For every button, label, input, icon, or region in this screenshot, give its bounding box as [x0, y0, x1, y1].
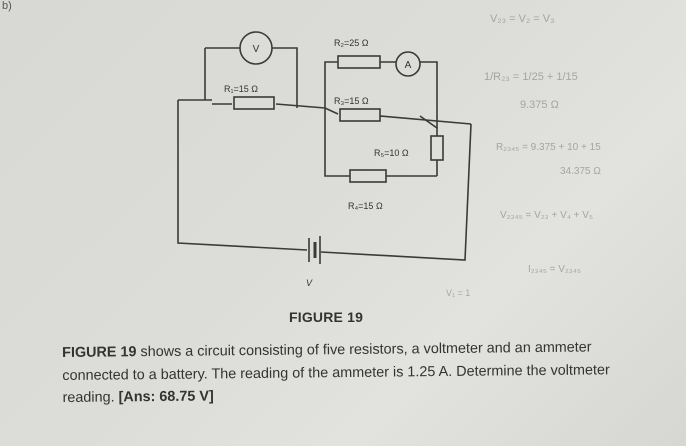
note-req: R₂₃₄₅ = 9.375 + 10 + 15 [496, 142, 601, 153]
problem-line-1-text: shows a circuit consisting of five resistors, a voltmeter and an ammeter [136, 339, 592, 361]
note-scribble: V₁ = 1 [446, 288, 471, 298]
resistor-r1 [234, 97, 274, 109]
note-v2345: V₂₃₄₅ = V₂₃ + V₄ + V₅ [500, 210, 593, 221]
figure-caption: FIGURE 19 [289, 309, 364, 325]
problem-statement [62, 336, 663, 410]
note-req-value: 34.375 Ω [560, 166, 601, 177]
voltmeter-symbol: V [252, 44, 260, 55]
r1-label: R₁=15 Ω [224, 84, 259, 94]
r3-label: R₃=15 Ω [334, 96, 369, 106]
answer: [Ans: 68.75 V] [118, 388, 214, 406]
note-fraction: 1/R₂₃ = 1/25 + 1/15 [484, 71, 578, 83]
r5-label: R₅=10 Ω [374, 148, 409, 158]
note-r23: 9.375 Ω [520, 99, 559, 111]
ammeter-symbol: A [404, 60, 412, 71]
resistor-r4 [350, 170, 386, 182]
r4-wire [325, 108, 437, 176]
note-i-total: I₂₃₄₅ = V₂₃₄₅ [528, 264, 581, 275]
note-v23: V₂₃ = V₂ = V₃ [490, 13, 555, 25]
problem-line-3-text: reading. [62, 389, 119, 406]
resistor-r3 [340, 109, 380, 121]
figure-reference: FIGURE 19 [62, 344, 137, 361]
r2-label: R₂=25 Ω [334, 38, 369, 48]
r2-ammeter-wire [325, 62, 437, 128]
problem-line-2: connected to a battery. The reading of the ammeter is 1.25 A. Determine the voltmeter [62, 361, 610, 384]
battery-label: V [306, 278, 313, 288]
r4-label: R₄=15 Ω [348, 201, 383, 211]
r5-wire [420, 116, 437, 176]
resistor-r2 [338, 56, 380, 68]
corner-mark: b) [2, 0, 12, 12]
battery-icon [309, 236, 320, 264]
resistor-r5 [431, 136, 443, 160]
